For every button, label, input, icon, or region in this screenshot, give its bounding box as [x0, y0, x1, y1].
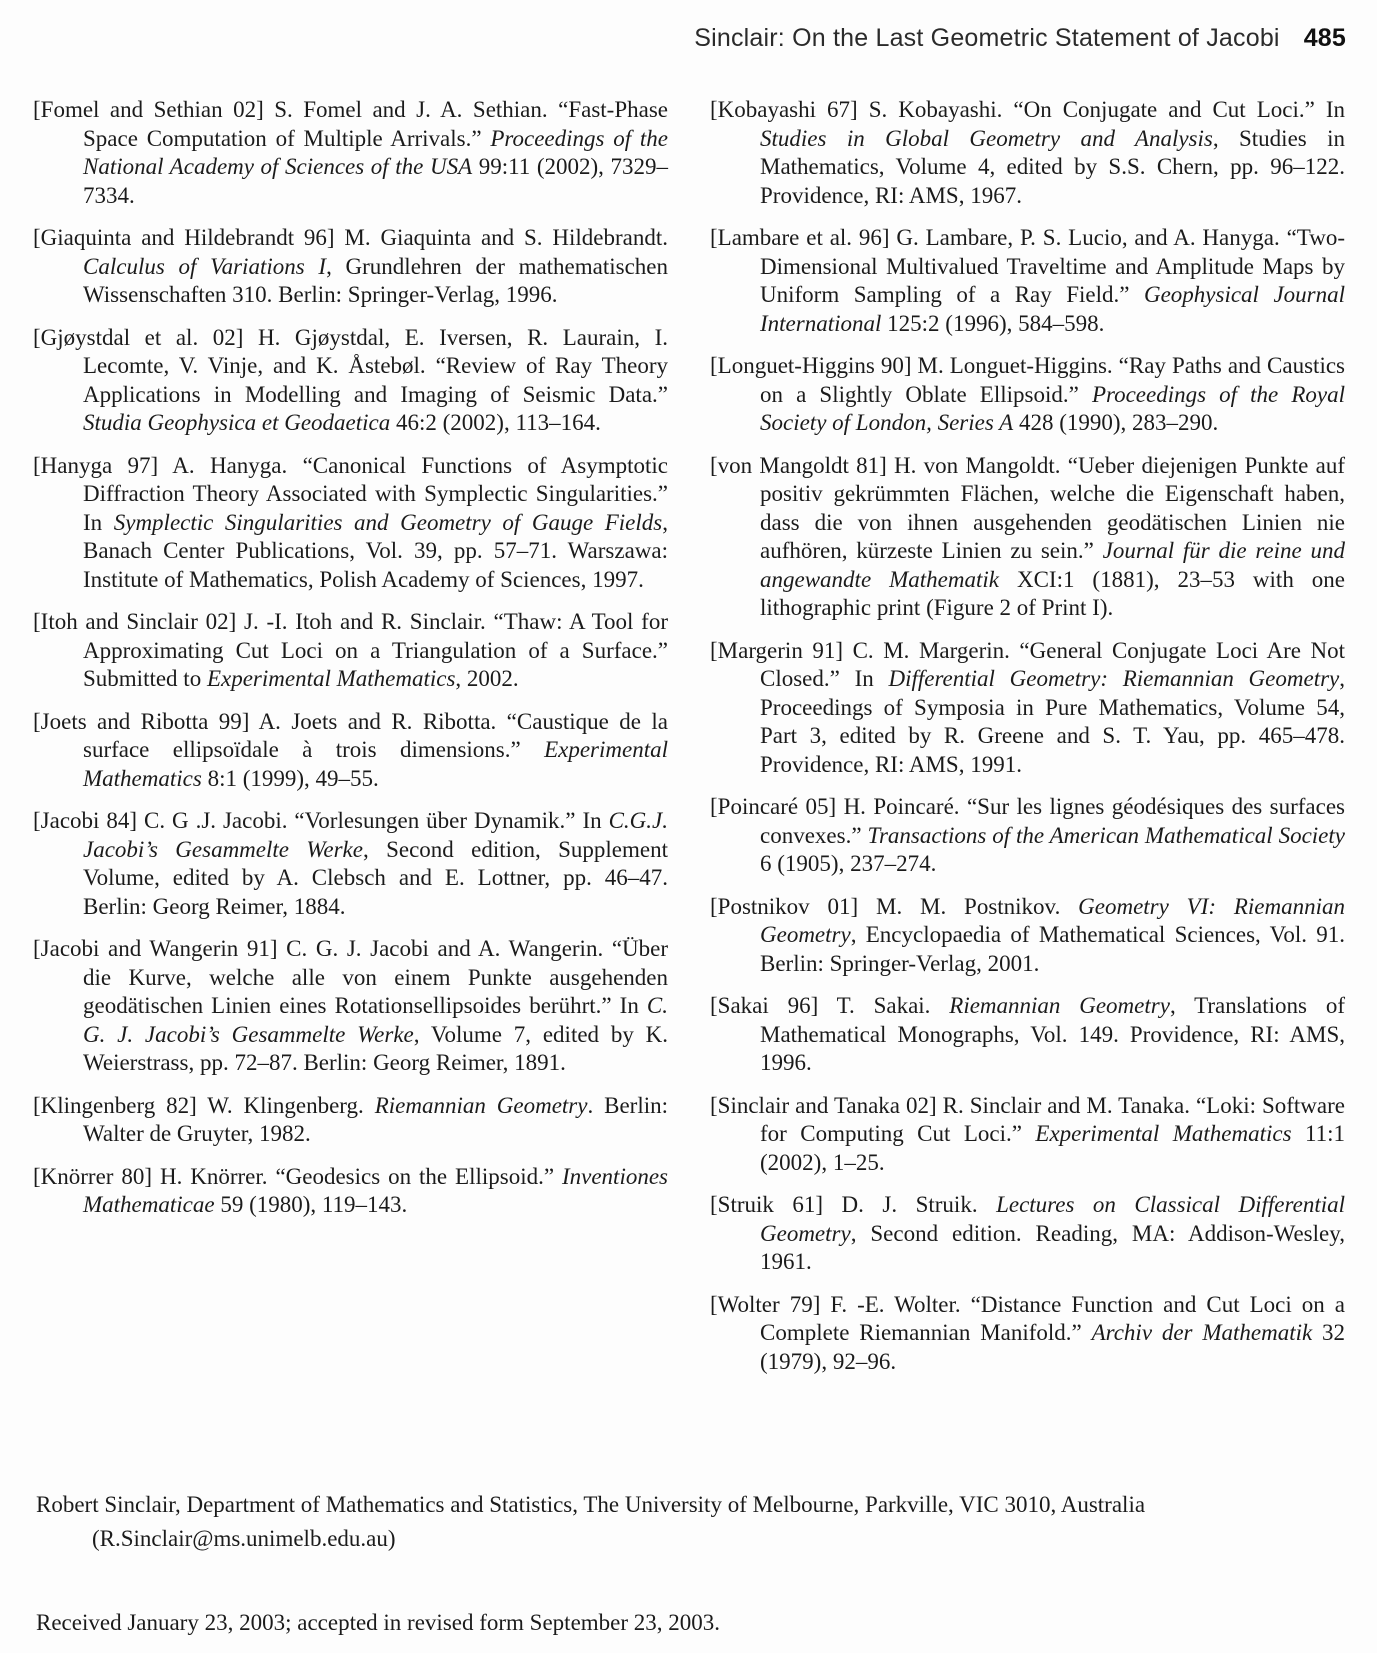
reference-entry: [710, 1291, 1345, 1377]
reference-text-segment: [Gjøystdal et al. 02] H. Gjøystdal, E. Iversen, R. Laurain, I. Lecomte, V. Vinje, and K. Åstebøl. “Review of Ray Theory Applications in Modelling and Imaging of Seismic Data.”: [33, 324, 668, 407]
reference-text-segment: [Jacobi 84] C. G .J. Jacobi. “Vorlesungen über Dynamik.” In: [33, 808, 609, 833]
reference-italic-segment: Riemannian Geometry: [374, 1092, 588, 1118]
reference-entry: [33, 96, 668, 210]
reference-text-segment: 32 (1979), 92–96.: [760, 1320, 1346, 1374]
reference-entry: [33, 708, 668, 794]
reference-text-segment: [Jacobi and Wangerin 91] C. G. J. Jacobi and A. Wangerin. “Über die Kurve, welche alle von einem Punkte ausgehenden geodätischen Linien eines Rotationsellipsoides berührt.” In: [33, 936, 668, 1018]
reference-text-segment: 8:1 (1999), 49–55.: [201, 765, 379, 791]
reference-italic-segment: Differential Geometry: Riemannian Geometry: [888, 666, 1340, 691]
reference-entry: [710, 893, 1345, 979]
reference-text-segment: , Translations of Mathematical Monographs, Vol. 149. Providence, RI: AMS, 1996.: [760, 993, 1345, 1075]
reference-text-segment: 46:2 (2002), 113–164.: [390, 410, 601, 435]
reference-italic-segment: Lectures on Classical Differential Geometry: [760, 1192, 1345, 1246]
reference-text-segment: [Fomel and Sethian 02] S. Fomel and J. A. Sethian. “Fast-Phase Space Computation of Multiple Arrivals.”: [33, 97, 668, 151]
reference-italic-segment: Archiv der Mathematik: [1091, 1320, 1313, 1345]
reference-text-segment: , Grundlehren der mathematischen Wissenschaften 310. Berlin: Springer-Verlag, 1996.: [83, 253, 669, 307]
received-note: Received January 23, 2003; accepted in revised form September 23, 2003.: [36, 1610, 721, 1635]
reference-text-segment: 11:1 (2002), 1–25.: [760, 1121, 1345, 1175]
reference-italic-segment: C. G. J. Jacobi’s Gesammelte Werke: [83, 993, 668, 1047]
reference-text-segment: 125:2 (1996), 584–598.: [881, 310, 1105, 336]
reference-italic-segment: Transactions of the American Mathematical Society: [867, 822, 1345, 848]
reference-text-segment: XCI:1 (1881), 23–53 with one lithographic print (Figure 2 of Print I).: [760, 566, 1345, 620]
reference-text-segment: , Second edition. Reading, MA: Addison-Wesley, 1961.: [760, 1220, 1345, 1274]
affiliation-email: (R.Sinclair@ms.unimelb.edu.au): [92, 1526, 396, 1551]
reference-text-segment: [Longuet-Higgins 90] M. Longuet-Higgins. “Ray Paths and Caustics on a Slightly Oblate Ellipsoid.”: [710, 353, 1345, 407]
reference-text-segment: , Encyclopaedia of Mathematical Sciences, Vol. 91. Berlin: Springer-Verlag, 2001.: [760, 922, 1345, 976]
reference-entry: [33, 1092, 668, 1149]
reference-entry: [33, 324, 668, 438]
reference-entry: [33, 224, 668, 310]
reference-text-segment: [Joets and Ribotta 99] A. Joets and R. Ribotta. “Caustique de la surface ellipsoïdale à trois dimensions.”: [33, 708, 668, 762]
reference-text-segment: [Itoh and Sinclair 02] J. -I. Itoh and R. Sinclair. “Thaw: A Tool for Approximating Cut Loci on a Triangulation of a Surface.” Submitted to: [33, 609, 668, 691]
reference-entry: [710, 992, 1345, 1078]
reference-entry: [710, 452, 1345, 623]
reference-entry: [33, 608, 668, 694]
reference-text-segment: , Second edition, Supplement Volume, edited by A. Clebsch and E. Lottner, pp. 46–47. Berlin: Georg Reimer, 1884.: [83, 836, 668, 919]
reference-entry: [33, 1163, 668, 1220]
reference-italic-segment: Inventiones Mathematicae: [83, 1163, 668, 1217]
reference-text-segment: [Sakai 96] T. Sakai.: [710, 993, 950, 1018]
reference-text-segment: [Hanyga 97] A. Hanyga. “Canonical Functions of Asymptotic Diffraction Theory Associated with Symplectic Singularities.” In: [33, 452, 668, 535]
reference-text-segment: [Wolter 79] F. -E. Wolter. “Distance Function and Cut Loci on a Complete Riemannian Manifold.”: [710, 1291, 1345, 1345]
reference-text-segment: [Lambare et al. 96] G. Lambare, P. S. Lucio, and A. Hanyga. “Two-Dimensional Multivalued Traveltime and Amplitude Maps by Uniform Sampling of a Ray Field.”: [710, 225, 1345, 307]
reference-text-segment: , 2002.: [455, 666, 519, 691]
reference-italic-segment: Journal für die reine und angewandte Mathematik: [760, 538, 1345, 592]
reference-entry: [710, 1191, 1345, 1277]
affiliation-line: Robert Sinclair, Department of Mathematics and Statistics, The University of Melbourne, Parkville, VIC 3010, Australia: [36, 1492, 1146, 1517]
reference-text-segment: . Berlin: Walter de Gruyter, 1982.: [83, 1092, 668, 1146]
reference-italic-segment: Studies in Global Geometry and Analysis: [760, 125, 1213, 151]
running-title: Sinclair: On the Last Geometric Statement of Jacobi: [694, 24, 1280, 52]
page-number: 485: [1303, 24, 1346, 52]
reference-text-segment: [Postnikov 01] M. M. Postnikov.: [710, 893, 1079, 919]
reference-text-segment: [Struik 61] D. J. Struik.: [710, 1192, 997, 1217]
reference-text-segment: [Kobayashi 67] S. Kobayashi. “On Conjugate and Cut Loci.” In: [710, 97, 1345, 122]
reference-entry: [710, 224, 1345, 338]
references-column-right: [710, 96, 1345, 1390]
references-column-left: [33, 96, 668, 1390]
reference-text-segment: , Volume 7, edited by K. Weierstrass, pp. 72–87. Berlin: Georg Reimer, 1891.: [83, 1021, 668, 1075]
reference-italic-segment: Proceedings of the Royal Society of London, Series A: [760, 381, 1346, 435]
reference-entry: [710, 352, 1345, 438]
reference-entry: [710, 96, 1345, 210]
reference-text-segment: 428 (1990), 283–290.: [1013, 410, 1219, 435]
reference-entry: [33, 935, 668, 1078]
reference-text-segment: [von Mangoldt 81] H. von Mangoldt. “Ueber diejenigen Punkte auf positiv gekrümmten Flächen, welche die Eigenschaft haben, dass die von ihnen ausgehenden geodätischen Linien nie aufhören, kürzeste Linien zu sein.”: [710, 452, 1345, 563]
reference-italic-segment: Symplectic Singularities and Geometry of Gauge Fields: [113, 509, 663, 535]
running-header: [694, 24, 1346, 53]
reference-text-segment: [Knörrer 80] H. Knörrer. “Geodesics on the Ellipsoid.”: [33, 1163, 562, 1189]
reference-text-segment: , Proceedings of Symposia in Pure Mathematics, Volume 54, Part 3, edited by R. Greene and S. T. Yau, pp. 465–478. Providence, RI: AMS, 1991.: [760, 666, 1345, 777]
reference-text-segment: [Klingenberg 82] W. Klingenberg.: [33, 1092, 375, 1118]
reference-text-segment: [Margerin 91] C. M. Margerin. “General Conjugate Loci Are Not Closed.” In: [710, 637, 1345, 691]
reference-italic-segment: Geophysical Journal International: [760, 282, 1345, 336]
reference-text-segment: [Poincaré 05] H. Poincaré. “Sur les lignes géodésiques des surfaces convexes.”: [710, 794, 1345, 848]
reference-text-segment: [Giaquinta and Hildebrandt 96] M. Giaquinta and S. Hildebrandt.: [33, 225, 668, 250]
reference-italic-segment: Riemannian Geometry: [949, 993, 1170, 1018]
reference-italic-segment: Geometry VI: Riemannian Geometry: [760, 893, 1345, 947]
reference-italic-segment: Proceedings of the National Academy of Sciences of the USA: [83, 125, 668, 179]
reference-italic-segment: Calculus of Variations I: [83, 253, 327, 279]
reference-entry: [710, 793, 1345, 879]
reference-text-segment: 99:11 (2002), 7329–7334.: [83, 154, 668, 208]
reference-entry: [33, 452, 668, 595]
references-section: [33, 96, 1346, 1390]
reference-text-segment: 59 (1980), 119–143.: [214, 1192, 408, 1217]
reference-italic-segment: C.G.J. Jacobi’s Gesammelte Werke: [83, 808, 668, 862]
author-affiliation: [36, 1488, 1348, 1556]
reference-text-segment: , Banach Center Publications, Vol. 39, pp. 57–71. Warszawa: Institute of Mathematics, Polish Academy of Sciences, 1997.: [83, 509, 668, 592]
reference-entry: [710, 1092, 1345, 1178]
reference-italic-segment: Experimental Mathematics: [1035, 1121, 1292, 1146]
reference-text-segment: [Sinclair and Tanaka 02] R. Sinclair and M. Tanaka. “Loki: Software for Computing Cut Loci.”: [710, 1092, 1345, 1146]
reference-entry: [33, 807, 668, 921]
reference-text-segment: , Studies in Mathematics, Volume 4, edited by S.S. Chern, pp. 96–122. Providence, RI: AMS, 1967.: [760, 125, 1345, 208]
reference-italic-segment: Experimental Mathematics: [206, 666, 456, 691]
reference-italic-segment: Experimental Mathematics: [83, 737, 668, 791]
reference-italic-segment: Studia Geophysica et Geodaetica: [83, 410, 391, 435]
reference-entry: [710, 637, 1345, 780]
reference-text-segment: 6 (1905), 237–274.: [760, 851, 937, 876]
